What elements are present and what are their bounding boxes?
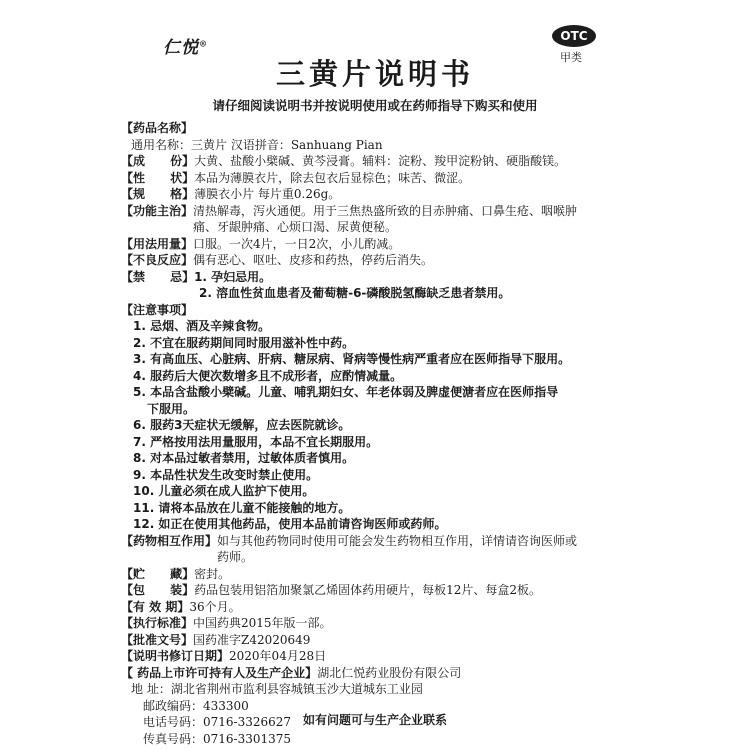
approval-row <box>121 632 641 649</box>
storage-label: 【贮 藏】 <box>121 566 195 581</box>
spec-value: 薄膜衣小片 每片重0.26g。 <box>194 187 341 201</box>
generic-name-line: 通用名称：三黄片 汉语拼音：Sanhuang Pian <box>131 137 383 152</box>
interactions-line-1: 如与其他药物同时使用可能会发生药物相互作用，详情请咨询医师或 <box>217 533 578 548</box>
precaution-item-continuation: 下服用。 <box>147 401 196 416</box>
precaution-item: 10. 儿童必须在成人监护下使用。 <box>133 484 315 498</box>
otc-class-label: 甲类 <box>560 51 582 64</box>
postcode-line: 邮政编码：433300 <box>143 698 249 713</box>
standard-row <box>121 615 641 632</box>
contraindications-label: 【禁 忌】 <box>121 269 195 284</box>
dosage-row <box>121 236 641 253</box>
precaution-item: 4. 服药后大便次数增多且不成形者，应酌情减量。 <box>133 368 403 383</box>
revision-label: 【说明书修订日期】 <box>121 649 230 663</box>
adverse-row <box>121 252 641 269</box>
standard-value: 中国药典2015年版一部。 <box>193 616 332 630</box>
logo-text: 仁悦 <box>163 38 199 58</box>
precaution-item: 12. 如正在使用其他药品，使用本品前请咨询医师或药师。 <box>133 517 447 531</box>
appearance-value: 本品为薄膜衣片，除去包衣后显棕色；味苦、微涩。 <box>194 170 471 185</box>
indications-line-1: 清热解毒，泻火通便。用于三焦热盛所致的目赤肿痛、口鼻生疮、咽喉肿 <box>193 203 578 218</box>
drug-name-heading: 【药品名称】 <box>121 121 194 135</box>
document-title: 三黄片说明书 <box>275 57 474 91</box>
approval-label: 【批准文号】 <box>121 632 194 647</box>
contraindications-row <box>121 269 641 286</box>
holder-value: 湖北仁悦药业股份有限公司 <box>317 665 462 680</box>
ingredients-value: 大黄、盐酸小檗碱、黄芩浸膏。辅料：淀粉、羧甲淀粉钠、硬脂酸镁。 <box>194 154 567 168</box>
holder-row <box>121 665 641 682</box>
approval-value: 国药准字Z42020649 <box>193 632 311 647</box>
dosage-value: 口服。一次4片，一日2次，小儿酌减。 <box>193 236 401 251</box>
precaution-item: 1. 忌烟、酒及辛辣食物。 <box>133 319 271 333</box>
precautions-heading: 【注意事项】 <box>121 302 194 317</box>
interactions-label: 【药物相互作用】 <box>121 533 218 548</box>
precaution-item: 5. 本品含盐酸小檗碱。儿童、哺乳期妇女、年老体弱及脾虚便溏者应在医师指导 <box>133 385 559 399</box>
package-value: 药品包装用铝箔加聚氯乙烯固体药用硬片，每板12片、每盒2板。 <box>194 583 541 597</box>
precaution-item: 8. 对本品过敏者禁用，过敏体质者慎用。 <box>133 451 355 465</box>
holder-label: 【 药品上市许可持有人及生产企业】 <box>121 665 318 680</box>
ingredients-label: 【成 份】 <box>121 154 195 168</box>
contraindication-1: 1. 孕妇忌用。 <box>194 269 272 284</box>
interactions-value <box>217 533 641 566</box>
package-row <box>121 582 641 599</box>
indications-value <box>193 203 641 236</box>
standard-label: 【执行标准】 <box>121 616 194 630</box>
ingredients-row <box>121 153 641 170</box>
interactions-row <box>121 533 641 566</box>
precaution-item: 9. 本品性状发生改变时禁止使用。 <box>133 467 319 482</box>
leaflet-body <box>121 120 641 747</box>
appearance-label: 【性 状】 <box>121 170 195 185</box>
contraindication-2: 2. 溶血性贫血患者及葡萄糖-6-磷酸脱氢酶缺乏患者禁用。 <box>199 286 511 300</box>
phone-line: 电话号码：0716-3326627 <box>143 715 292 729</box>
adverse-label: 【不良反应】 <box>121 253 194 267</box>
storage-row <box>121 566 641 583</box>
footer-contact-note: 如有问题可与生产企业联系 <box>302 713 447 727</box>
validity-label: 【有 效 期】 <box>121 599 190 614</box>
otc-badge: OTC <box>552 25 596 47</box>
indications-line-2: 痛、牙龈肿痛、心烦口渴、尿黄便秘。 <box>193 220 398 234</box>
address-line: 地 址：湖北省荆州市监利县容城镇玉沙大道城东工业园 <box>131 682 423 696</box>
interactions-line-2: 药师。 <box>217 550 254 564</box>
validity-value: 36个月。 <box>189 599 241 614</box>
appearance-row <box>121 170 641 187</box>
adverse-value: 偶有恶心、呕吐、皮疹和药热，停药后消失。 <box>193 253 434 267</box>
spec-label: 【规 格】 <box>121 187 195 201</box>
revision-row <box>121 648 641 665</box>
precaution-item: 3. 有高血压、心脏病、肝病、糖尿病、肾病等慢性病严重者应在医师指导下服用。 <box>133 352 571 366</box>
revision-value: 2020年04月28日 <box>229 649 327 663</box>
validity-row <box>121 599 641 616</box>
spec-row <box>121 186 641 203</box>
package-label: 【包 装】 <box>121 583 195 597</box>
precaution-item: 11. 请将本品放在儿童不能接触的地方。 <box>133 500 351 515</box>
precaution-item: 7. 严格按用法用量服用，本品不宜长期服用。 <box>133 434 379 449</box>
precaution-item: 2. 不宜在服药期间同时服用滋补性中药。 <box>133 335 355 350</box>
precaution-item: 6. 服药3天症状无缓解，应去医院就诊。 <box>133 418 351 432</box>
registered-mark: ® <box>199 38 208 49</box>
dosage-label: 【用法用量】 <box>121 236 194 251</box>
indications-row <box>121 203 641 236</box>
fax-line: 传真号码：0716-3301375 <box>143 731 292 746</box>
indications-label: 【功能主治】 <box>121 203 194 218</box>
storage-value: 密封。 <box>194 566 231 581</box>
document-subtitle: 请仔细阅读说明书并按说明使用或在药师指导下购买和使用 <box>212 98 538 113</box>
